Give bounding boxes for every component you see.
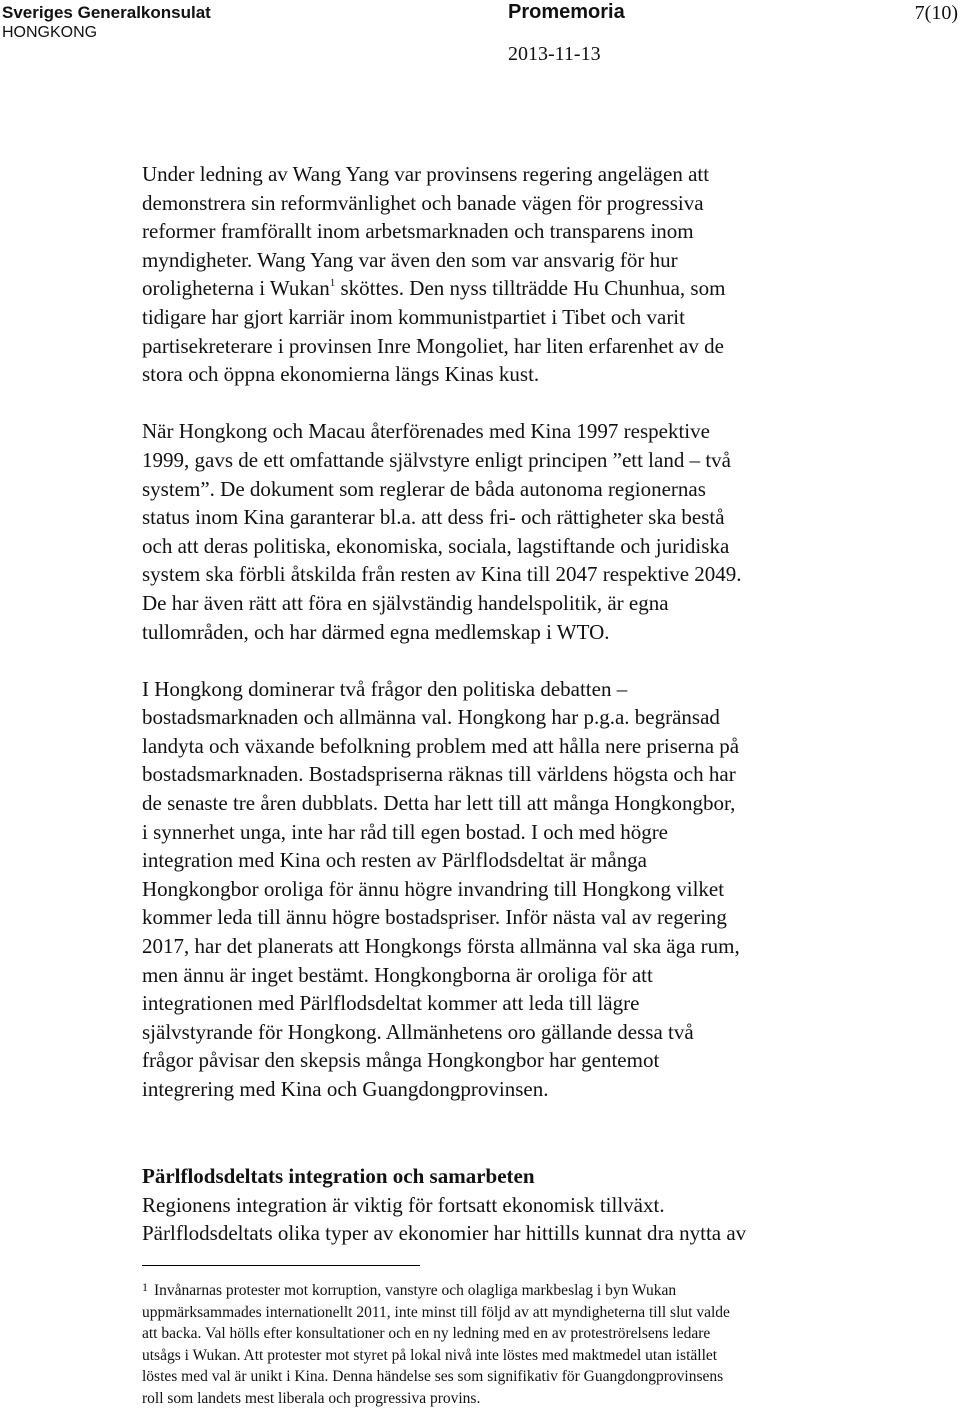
paragraph-line: Hongkongbor oroliga för ännu högre invandring till Hongkong vilket (142, 876, 725, 901)
paragraph-line: frågor påvisar den skepsis många Hongkongbor har gentemot (142, 1048, 660, 1073)
footnote-line: roll som landets mest liberala och progressiva provins. (142, 1389, 481, 1407)
paragraph-line: I Hongkong dominerar två frågor den politiska debatten – (142, 676, 628, 701)
section-heading: Pärlflodsdeltats integration och samarbeten (142, 1164, 535, 1188)
document-type: Promemoria (508, 1, 625, 23)
paragraph-line: men ännu är inget bestämt. Hongkongborna är oroliga för att (142, 962, 653, 987)
footnote-separator (142, 1265, 420, 1266)
organization-name: Sveriges Generalkonsulat (2, 3, 211, 22)
paragraph-line: Pärlflodsdeltats olika typer av ekonomier har hittills kunnat dra nytta av (142, 1221, 747, 1246)
paragraph-line: bostadsmarknaden och allmänna val. Hongkong har p.g.a. begränsad (142, 705, 720, 730)
paragraph-line: När Hongkong och Macau återförenades med Kina 1997 respektive (142, 419, 710, 444)
paragraph-line: integration med Kina och resten av Pärlflodsdeltat är många (142, 848, 647, 873)
paragraph-line: integrering med Kina och Guangdongprovinsen. (142, 1077, 549, 1101)
paragraph-line: Under ledning av Wang Yang var provinsens regering angelägen att (142, 162, 710, 186)
document-date: 2013-11-13 (508, 43, 601, 65)
paragraph-3 (142, 675, 862, 1104)
section (142, 1162, 862, 1248)
paragraph-line: bostadsmarknaden. Bostadspriserna räknas till världens högsta och har (142, 762, 736, 787)
paragraph-2 (142, 417, 862, 646)
footnote-line (142, 1277, 862, 1302)
paragraph-line: kommer leda till ännu högre bostadspriser. Inför nästa val av regering (142, 905, 727, 930)
paragraph-line: landyta och växande befolkning problem med att hålla nere priserna på (142, 733, 740, 758)
paragraph-line: Regionens integration är viktig för fortsatt ekonomisk tillväxt. (142, 1192, 665, 1217)
footnote-line: utsågs i Wukan. Att protester mot styret på lokal nivå inte löstes med maktmedel utan istället (142, 1346, 718, 1364)
footnote-line: att backa. Val hölls efter konsultationer och en ny ledning med en av proteströrelsens ledare (142, 1325, 711, 1343)
paragraph-line: de senaste tre åren dubblats. Detta har lett till att många Hongkongbor, (142, 791, 736, 816)
paragraph-line: integrationen med Pärlflodsdeltat kommer att leda till lägre (142, 991, 640, 1016)
footnote-text: Invånarnas protester mot korruption, vanstyre och olagliga markbeslag i byn Wukan (154, 1282, 677, 1299)
paragraph-line: reformer framförallt inom arbetsmarknaden och transparens inom (142, 219, 694, 244)
paragraph-line: stora och öppna ekonomierna längs Kinas kust. (142, 362, 540, 387)
footnote-line: uppmärksammades internationellt 2011, inte minst till följd av att myndigheterna till slut valde (142, 1303, 730, 1321)
paragraph-line-with-footnote (142, 274, 862, 303)
paragraph-line: myndigheter. Wang Yang var även den som var ansvarig för hur (142, 247, 678, 272)
document-body (142, 160, 862, 1132)
footnote-number: 1 (142, 1280, 148, 1294)
paragraph-text: oroligheterna i Wukan (142, 276, 330, 301)
paragraph-1 (142, 160, 862, 389)
footnote (142, 1277, 862, 1410)
paragraph-line: demonstrera sin reformvänlighet och banade vägen för progressiva (142, 190, 704, 215)
paragraph-line: självstyrande för Hongkong. Allmänhetens oro gällande dessa två (142, 1019, 694, 1044)
paragraph-line: partisekreterare i provinsen Inre Mongoliet, har liten erfarenhet av de (142, 333, 724, 358)
paragraph-line: status inom Kina garanterar bl.a. att dess fri- och rättigheter ska bestå (142, 505, 725, 530)
paragraph-text: sköttes. Den nyss tillträdde Hu Chunhua, som (340, 276, 726, 301)
paragraph-line: 1999, gavs de ett omfattande självstyre enligt principen ”ett land – två (142, 447, 731, 472)
paragraph-line: 2017, har det planerats att Hongkongs första allmänna val ska äga rum, (142, 934, 740, 959)
page-number: 7(10) (914, 2, 958, 24)
paragraph-line: i synnerhet unga, inte har råd till egen bostad. I och med högre (142, 819, 669, 844)
paragraph-line: De har även rätt att föra en självständig handelspolitik, är egna (142, 590, 669, 615)
paragraph-line: tidigare har gjort karriär inom kommunistpartiet i Tibet och varit (142, 304, 685, 329)
paragraph-line: system ska förbli åtskilda från resten av Kina till 2047 respektive 2049. (142, 562, 742, 587)
city-name: HONGKONG (2, 24, 98, 41)
paragraph-line: system”. De dokument som reglerar de båda autonoma regionernas (142, 476, 706, 501)
paragraph-line: och att deras politiska, ekonomiska, sociala, lagstiftande och juridiska (142, 533, 730, 558)
paragraph-line: tullområden, och har därmed egna medlemskap i WTO. (142, 619, 610, 644)
footnote-reference[interactable]: 1 (329, 277, 336, 290)
footnote-line: löstes med val är unikt i Kina. Denna händelse ses som signifikativ för Guangdongprovinsens (142, 1368, 724, 1386)
